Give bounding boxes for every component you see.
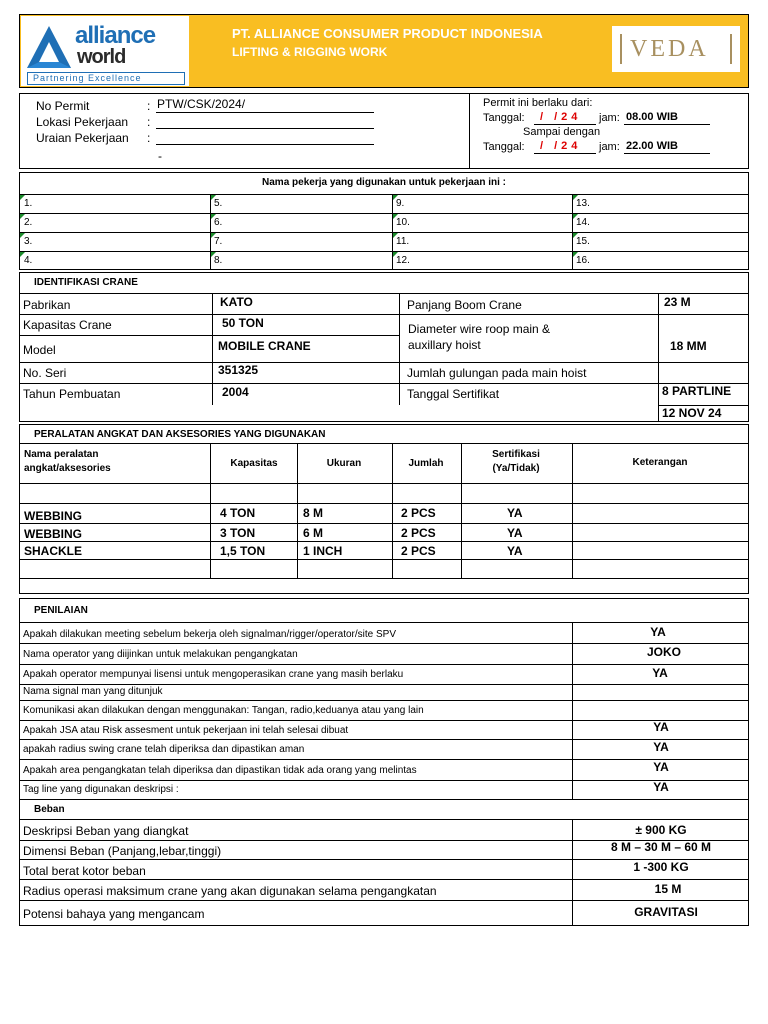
equipment-title: PERALATAN ANGKAT DAN AKSESORIES YANG DIGUNAKAN	[34, 429, 326, 440]
worker-cell[interactable]: 11.	[396, 236, 410, 247]
equipment-jumlah[interactable]: 2 PCS	[401, 526, 436, 540]
load-question: Potensi bahaya yang mengancam	[23, 907, 205, 921]
alliance-world-logo	[21, 16, 189, 86]
equipment-kapasitas[interactable]: 3 TON	[220, 526, 256, 540]
assessment-question: Tag line yang digunakan deskripsi :	[23, 784, 179, 795]
seri-label: No. Seri	[23, 366, 67, 380]
equipment-jumlah[interactable]: 2 PCS	[401, 506, 436, 520]
assessment-question: Nama operator yang diijinkan untuk melakukan pengangkatan	[23, 649, 298, 660]
workers-title: Nama pekerja yang digunakan untuk pekerjaan ini :	[262, 177, 506, 188]
equipment-sertifikasi[interactable]: YA	[507, 526, 523, 540]
worker-cell[interactable]: 7.	[214, 236, 223, 247]
logo-tagline: Partnering Excellence	[33, 73, 142, 83]
logo-name-2: world	[77, 46, 126, 68]
equipment-nama[interactable]: WEBBING	[24, 509, 82, 523]
equipment-table	[19, 424, 749, 594]
worker-cell[interactable]: 12.	[396, 255, 410, 266]
partline-value[interactable]: 8 PARTLINE	[662, 384, 732, 398]
load-answer[interactable]: GRAVITASI	[634, 905, 698, 919]
assessment-question: Apakah dilakukan meeting sebelum bekerja oleh signalman/rigger/operator/site SPV	[23, 629, 396, 640]
worker-cell[interactable]: 14.	[576, 217, 590, 228]
assessment-question: Apakah JSA atau Risk assesment untuk pekerjaan ini telah selesai dibuat	[23, 725, 349, 736]
logo-name: alliance	[75, 22, 156, 49]
load-answer[interactable]: 8 M – 30 M – 60 M	[610, 840, 712, 854]
load-answer[interactable]: ± 900 KG	[635, 823, 687, 837]
col-jumlah: Jumlah	[408, 458, 444, 469]
load-answer[interactable]: 1 -300 KG	[633, 860, 689, 874]
model-label: Model	[23, 343, 56, 357]
equipment-kapasitas[interactable]: 1,5 TON	[220, 544, 266, 558]
date-from[interactable]: / /24	[540, 111, 582, 123]
sertifikat-label: Tanggal Sertifikat	[407, 387, 500, 401]
col-ukuran: Ukuran	[326, 458, 362, 469]
worker-cell[interactable]: 4.	[24, 255, 33, 266]
pabrikan-value[interactable]: KATO	[220, 295, 253, 309]
assessment-question: Komunikasi akan dilakukan dengan menggunakan: Tangan, radio,keduanya atau yang lain	[23, 705, 424, 716]
equipment-ukuran[interactable]: 6 M	[303, 526, 324, 540]
assessment-answer[interactable]: YA	[653, 780, 669, 794]
equipment-ukuran[interactable]: 8 M	[303, 506, 324, 520]
assessment-question: Apakah operator mempunyai lisensi untuk mengoperasikan crane yang masih berlaku	[23, 669, 404, 680]
worker-cell[interactable]: 6.	[214, 217, 223, 228]
wire-label: Diameter wire roop main &	[408, 322, 551, 336]
pabrikan-label: Pabrikan	[23, 298, 71, 312]
seri-value[interactable]: 351325	[218, 363, 259, 377]
assessment-answer[interactable]: YA	[652, 666, 668, 680]
kapasitas-label: Kapasitas Crane	[23, 318, 112, 332]
col-keterangan: Keterangan	[632, 457, 688, 468]
time-to[interactable]: 22.00 WIB	[626, 140, 678, 152]
form-title: LIFTING & RIGGING WORK	[232, 45, 388, 59]
worker-cell[interactable]: 9.	[396, 198, 405, 209]
worker-cell[interactable]: 10.	[396, 217, 410, 228]
gulungan-label: Jumlah gulungan pada main hoist	[407, 366, 587, 380]
tahun-label: Tahun Pembuatan	[23, 387, 121, 401]
sertifikat-value[interactable]: 12 NOV 24	[662, 406, 722, 420]
tahun-value[interactable]: 2004	[222, 385, 249, 399]
assessment-answer[interactable]: YA	[653, 740, 669, 754]
assessment-answer[interactable]: YA	[653, 760, 669, 774]
kapasitas-value[interactable]: 50 TON	[222, 316, 264, 330]
assessment-answer[interactable]: JOKO	[646, 645, 682, 659]
equipment-jumlah[interactable]: 2 PCS	[401, 544, 436, 558]
crane-title: IDENTIFIKASI CRANE	[34, 277, 138, 288]
lokasi-label: Lokasi Pekerjaan	[36, 115, 129, 129]
load-question: Deskripsi Beban yang diangkat	[23, 824, 189, 838]
equipment-nama[interactable]: WEBBING	[24, 527, 82, 541]
assessment-question: Apakah area pengangkatan telah diperiksa dan dipastikan tidak ada orang yang melintas	[23, 765, 417, 776]
assessment-question: apakah radius swing crane telah diperiksa dan dipastikan aman	[23, 744, 305, 755]
no-permit-label: No Permit	[36, 99, 90, 113]
equipment-ukuran[interactable]: 1 INCH	[303, 544, 343, 558]
load-title: Beban	[34, 804, 65, 815]
assessment-title: PENILAIAN	[34, 605, 88, 616]
equipment-kapasitas[interactable]: 4 TON	[220, 506, 256, 520]
uraian-field[interactable]	[156, 144, 374, 145]
worker-cell[interactable]: 1.	[24, 198, 33, 209]
worker-cell[interactable]: 8.	[214, 255, 223, 266]
uraian-label: Uraian Pekerjaan	[36, 131, 129, 145]
load-answer[interactable]: 15 M	[654, 882, 682, 896]
worker-cell[interactable]: 5.	[214, 198, 223, 209]
until-label: Sampai dengan	[523, 126, 601, 138]
col-kapasitas: Kapasitas	[230, 458, 278, 469]
assessment-answer[interactable]: YA	[653, 720, 669, 734]
worker-cell[interactable]: 3.	[24, 236, 33, 247]
col-nama: Nama peralatan	[24, 449, 99, 460]
equipment-nama[interactable]: SHACKLE	[24, 544, 83, 558]
date-to[interactable]: / /24	[540, 140, 582, 152]
worker-cell[interactable]: 2.	[24, 217, 33, 228]
equipment-sertifikasi[interactable]: YA	[507, 506, 523, 520]
load-question: Total berat kotor beban	[23, 864, 146, 878]
worker-cell[interactable]: 15.	[576, 236, 590, 247]
valid-from-label: Permit ini berlaku dari:	[483, 97, 593, 109]
crane-table	[19, 272, 749, 422]
assessment-question: Nama signal man yang ditunjuk	[23, 686, 163, 697]
col-sertifikasi: Sertifikasi	[492, 449, 540, 460]
wire-value[interactable]: 18 MM	[670, 339, 707, 353]
model-value[interactable]: MOBILE CRANE	[218, 339, 311, 353]
veda-text: VEDA	[630, 36, 709, 62]
assessment-answer[interactable]: YA	[650, 625, 666, 639]
time-from[interactable]: 08.00 WIB	[626, 111, 678, 123]
equipment-sertifikasi[interactable]: YA	[507, 544, 523, 558]
no-permit-value[interactable]: PTW/CSK/2024/	[157, 97, 246, 111]
company-name: PT. ALLIANCE CONSUMER PRODUCT INDONESIA	[232, 26, 543, 41]
load-question: Dimensi Beban (Panjang,lebar,tinggi)	[23, 844, 222, 858]
boom-label: Panjang Boom Crane	[407, 298, 522, 312]
veda-logo	[612, 26, 740, 72]
worker-cell[interactable]: 13.	[576, 198, 590, 209]
load-question: Radius operasi maksimum crane yang akan digunakan selama pengangkatan	[23, 884, 437, 898]
lokasi-field[interactable]	[156, 128, 374, 129]
worker-cell[interactable]: 16.	[576, 255, 590, 266]
boom-value[interactable]: 23 M	[664, 295, 691, 309]
